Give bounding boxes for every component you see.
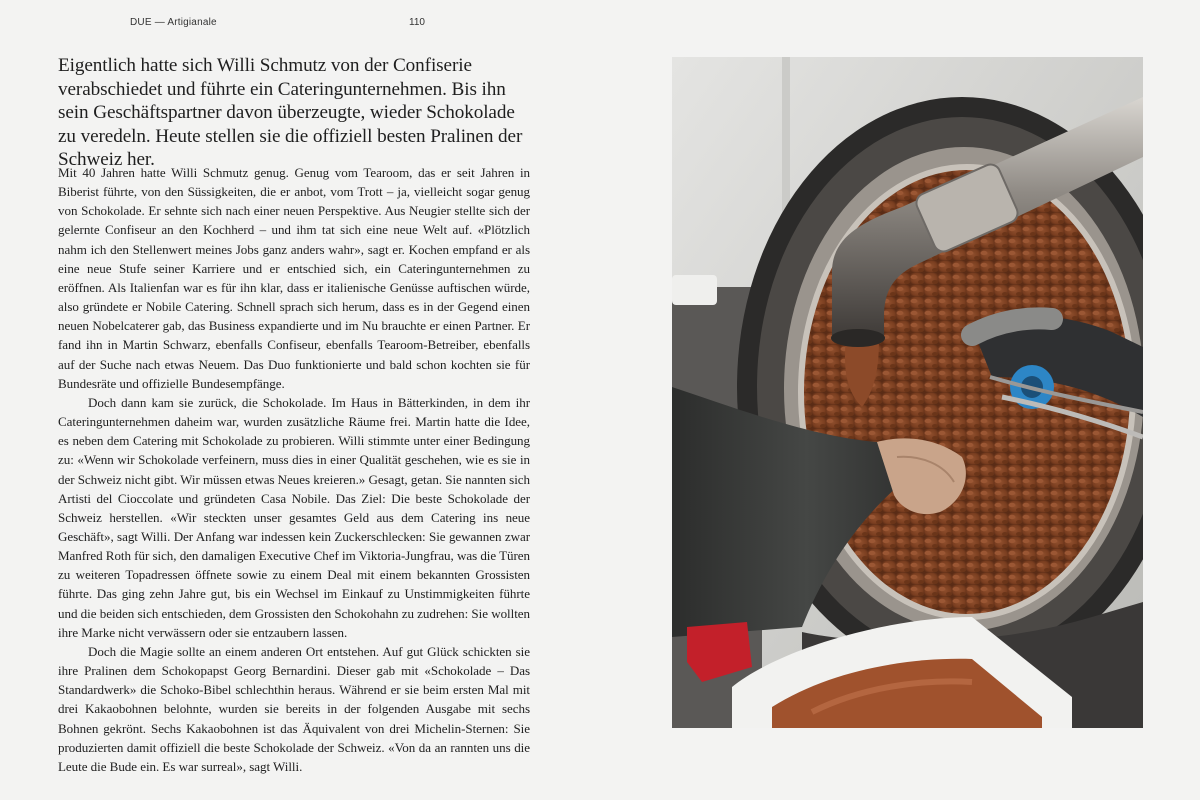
running-head: DUE — Artigianale bbox=[130, 17, 217, 28]
body-paragraph-3: Doch die Magie sollte an einem anderen Ort entstehen. Auf gut Glück schickten sie ihre Pralinen dem Schokopapst Georg Bernardini. Dieser gab mit «Schokolade – Das Standardwerk» die Schoko-Bibel schlechthin heraus. Während er sie beim ersten Mal mit drei Kakaobohnen belohnte, wurden sie bereits in der folgenden Ausgabe mit sechs Bohnen gekrönt. Sechs Kakaobohnen ist das Äquivalent von drei Michelin-Sternen: Sie produzierten damit offiziell die beste Schokolade der Schweiz. «Von da an rannten uns die Leute die Bude ein. Es war surreal», sagt Willi. bbox=[58, 643, 530, 774]
lead-paragraph: Eigentlich hatte sich Willi Schmutz von der Confiserie verabschiedet und führte ein Cateringunternehmen. Bis ihn sein Geschäftspartner davon überzeugte, wieder Schokolade zu veredeln. Heute stellen sie die offiziell besten Pralinen der Schweiz her. bbox=[58, 55, 523, 170]
chocolate-machine-photo bbox=[672, 57, 1143, 728]
article-body bbox=[58, 163, 530, 776]
body-paragraph-2: Doch dann kam sie zurück, die Schokolade. Im Haus in Bätterkinden, in dem ihr Cateringunternehmen daheim war, wurden zusätzliche Räume frei. Martin hatte die Idee, es neben dem Catering mit Schokolade zu probieren. Willi stimmte unter einer Bedingung zu: «Wenn wir Schokolade verfeinern, muss dies in einer Qualität geschehen, wie es sie in der Schweiz nicht gibt. Wir müssen etwas Neues kreieren.» Gesagt, getan. Sie nannten sich Artisti del Cioccolate und gründeten Casa Nobile. Das Ziel: Die beste Schokolade der Schweiz herstellen. «Wir steckten unser gesamtes Geld aus dem Catering ins neue Geschäft», sagt Willi. Der Anfang war indessen kein Zuckerschlecken: Sie gewannen zwar Manfred Roth für sich, den damaligen Executive Chef im Viktoria-Jungfrau, was die Türen zu weiteren Topadressen öffnete sowie zu einem Deal mit einem bekannten Grossisten führte. Das ging zehn Jahre gut, bis ein Wechsel im Einkauf zu Unstimmigkeiten führte und die beiden sich entschieden, dem Grossisten den Schokohahn zu zudrehen: Sie wollten ihre Marke nicht verwässern oder sie entzaubern lassen. bbox=[58, 394, 530, 640]
body-paragraph-1: Mit 40 Jahren hatte Willi Schmutz genug. Genug vom Tearoom, das er seit Jahren in Biberist führte, von den Süssigkeiten, die er anbot, vom Trott – ja, vielleicht sogar genug von Schokolade. Er sehnte sich nach einer neuen Perspektive. Aus Neugier stellte sich der gelernte Confiseur an den Kochherd – und ihm tat sich eine neue Welt auf. «Plötzlich nahm ich den Stellenwert meines Jobs ganz anders wahr», sagt er. Kochen empfand er als eine neue Stufe seiner Karriere und er entschied sich, ein Cateringunternehmen zu eröffnen. Als Italienfan war es für ihn klar, dass er italienische Genüsse auftischen würde, also gründete er Nobile Catering. Schnell sprach sich herum, dass es in der Gegend einen neuen Nobelcaterer gab, das Business expandierte und im Nu brauchte er einen Partner. Er fand ihn in Martin Schwarz, ebenfalls Confiseur, ebenfalls Tearoom-Betreiber, ebenfalls auf der Suche nach etwas Neuem. Das Duo funktionierte und bald schon kochten sie für Bundesräte und offizielle Bundesempfänge. bbox=[58, 165, 530, 391]
page-number: 110 bbox=[409, 17, 425, 28]
